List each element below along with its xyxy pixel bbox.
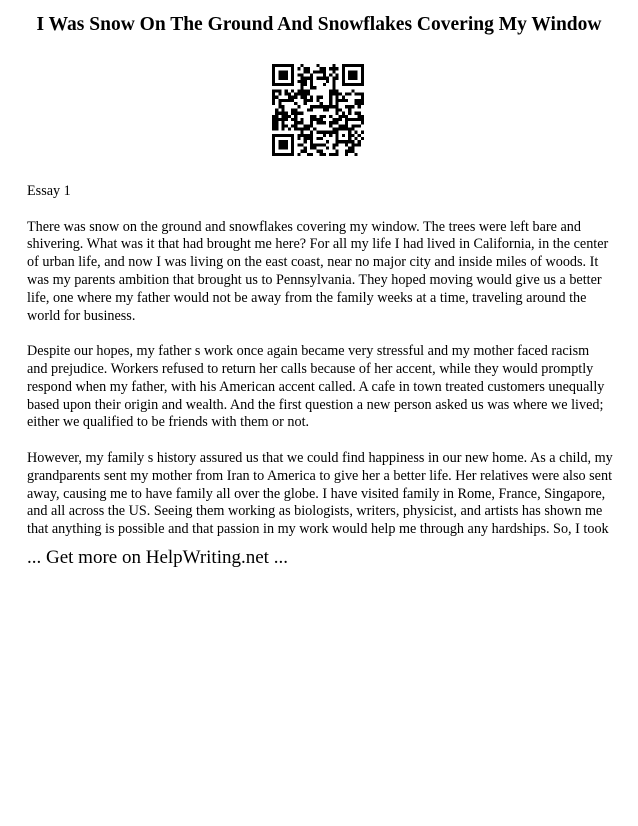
essay-content <box>27 183 613 557</box>
get-more-link[interactable]: ... Get more on HelpWriting.net ... <box>27 547 288 568</box>
essay-paragraph-2: Despite our hopes, my father s work once again became very stressful and my mother faced racism and prejudice. Workers refused to return her calls because of her accent, while they would promptly respond when my father, with his American accent called. A cafe in town treated customers unequally based upon their origin and wealth. And the first question a new person asked us was where we lived; either we qualified to be friends with them or not. <box>27 343 605 431</box>
essay-paragraph-3: However, my family s history assured us that we could find happiness in our new home. As a child, my grandparents sent my mother from Iran to America to give her a better life. Her relatives were also sent away, causing me to have family all over the globe. I have visited family in Rome, France, Singapore, and all across the US. Seeing them working as biologists, writers, physicist, and artists has shown me that anything is possible and that passion in my work would help me through any hardships. So, I took <box>27 449 613 538</box>
essay-paragraph-1: There was snow on the ground and snowflakes covering my window. The trees were left bare and shivering. What was it that had brought me here? For all my life I had lived in California, in the center of urban life, and now I was living on the east coast, near no major city and inside miles of woods. It was my parents ambition that brought us to Pennsylvania. They hoped moving would give us a better life, one where my father would not be away from the family weeks at a time, traveling around the world for business. <box>27 218 609 324</box>
qr-code-icon <box>272 64 364 156</box>
qr-code-graphic <box>272 64 364 156</box>
essay-label: Essay 1 <box>27 183 71 199</box>
page-title: I Was Snow On The Ground And Snowflakes Covering My Window <box>36 14 602 35</box>
